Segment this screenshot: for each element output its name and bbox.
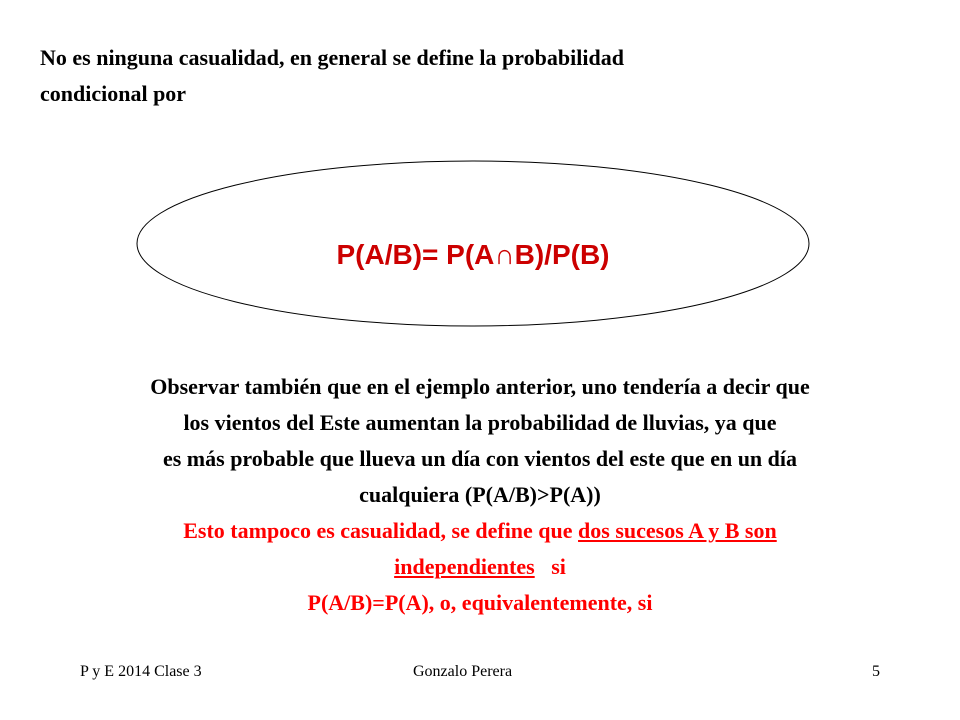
intro-line-2: condicional por <box>40 81 187 106</box>
definition-line-3: P(A/B)=P(A), o, equivalentemente, si <box>307 590 653 615</box>
footer-course: P y E 2014 Clase 3 <box>80 663 202 680</box>
intro-paragraph <box>40 40 900 112</box>
body-line-3: es más probable que llueva un día con vientos del este que en un día <box>162 446 798 471</box>
formula-ellipse <box>136 160 810 327</box>
definition-line-2 <box>20 549 940 585</box>
body-line-4: cualquiera (P(A/B)>P(A)) <box>359 482 601 507</box>
intro-line-1: No es ninguna casualidad, en general se define la probabilidad <box>40 45 624 70</box>
definition-intro: Esto tampoco es casualidad, se define que <box>183 518 579 543</box>
conditional-probability-formula: P(A/B)= P(A∩B)/P(B) <box>336 239 610 270</box>
definition-underlined-1: dos sucesos A y B son <box>578 518 777 543</box>
definition-si: si <box>534 554 566 579</box>
definition-line-1 <box>20 513 940 549</box>
definition-underlined-2: independientes <box>394 554 535 579</box>
footer-page-number: 5 <box>872 663 880 680</box>
footer-author: Gonzalo Perera <box>413 663 513 680</box>
body-line-2: los vientos del Este aumentan la probabilidad de lluvias, ya que <box>183 410 777 435</box>
body-line-1: Observar también que en el ejemplo anterior, uno tendería a decir que <box>150 374 810 399</box>
body-paragraph <box>20 369 940 621</box>
